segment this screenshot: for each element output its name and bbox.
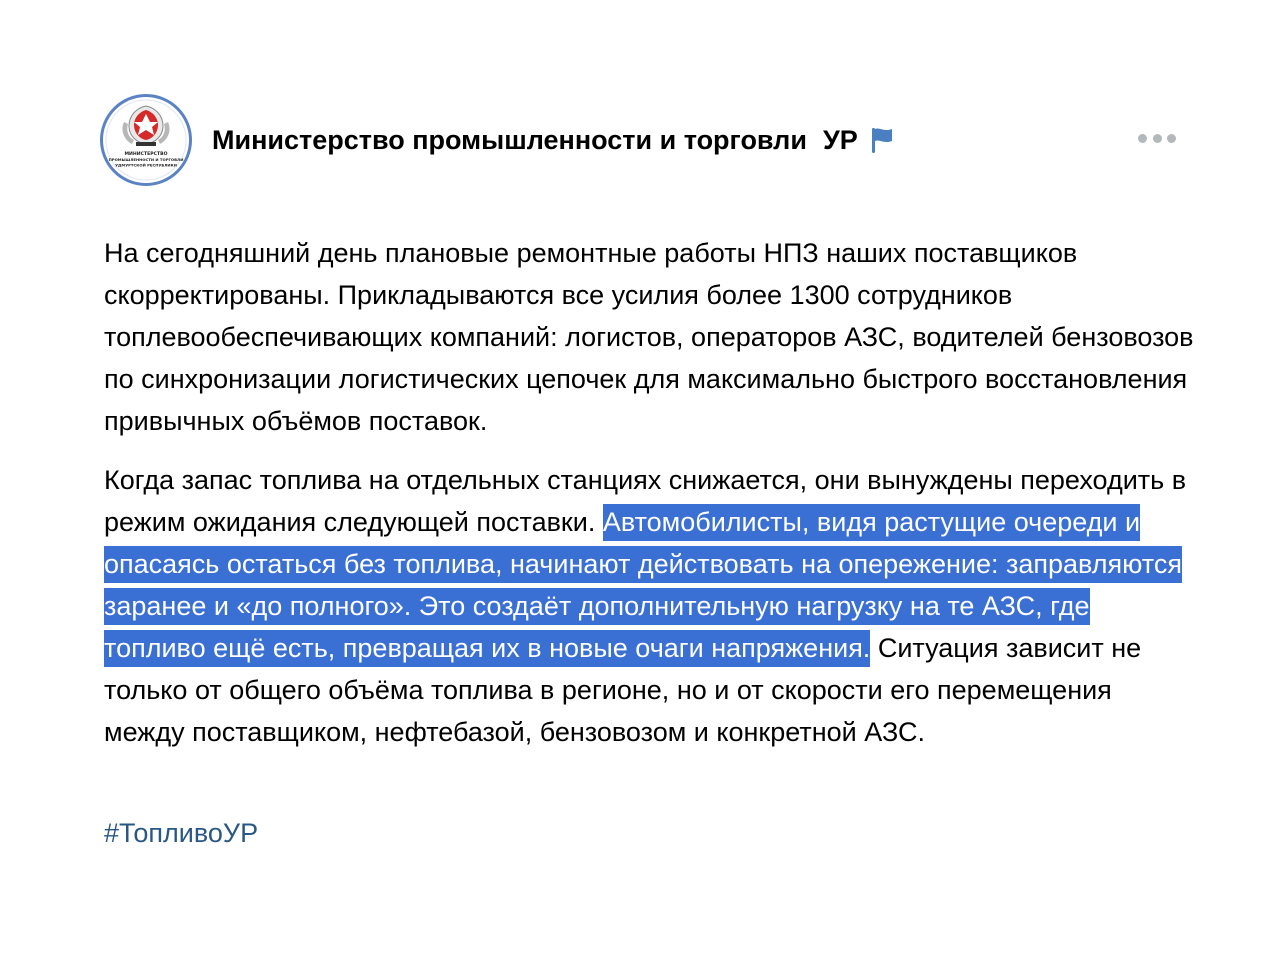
selected-text: Автомобилисты, видя растущие очереди и опасаясь остаться без топлива, начинают действовать на опережение: заправляются заранее и «до полного». Это создаёт дополнительную нагрузку на те АЗС, где топливо ещё есть, превращая их в новые очаги напряжения.	[104, 504, 1182, 667]
dot	[1153, 134, 1162, 143]
avatar[interactable]	[98, 92, 194, 188]
dot	[1167, 134, 1176, 143]
flag-icon	[870, 126, 894, 154]
post-header	[98, 92, 1188, 188]
paragraph-2-start: Когда запас топлива на отдельных станциях снижается, они вынуждены переходить в режим ожидания следующей поставки.	[104, 465, 1187, 537]
dot	[1138, 134, 1147, 143]
avatar-caption-1: МИНИСТЕРСТВО	[124, 152, 168, 157]
avatar-caption-2: ПРОМЫШЛЕННОСТИ И ТОРГОВЛИ	[108, 157, 184, 162]
author-name: Министерство промышленности и торговли	[212, 125, 807, 155]
paragraph-2	[104, 459, 1194, 753]
paragraph-1: На сегодняшний день плановые ремонтные работы НПЗ наших поставщиков скорректированы. Прикладываются все усилия более 1300 сотрудников топлевообеспечивающих компаний: логистов, операторов АЗС, водителей бензовозов по синхронизации логистических цепочек для максимально быстрого восстановления привычных объёмов поставок.	[104, 238, 1194, 436]
post-text	[104, 232, 1194, 770]
avatar-caption-3: УДМУРТСКОЙ РЕСПУБЛИКИ	[115, 162, 177, 168]
author-abbr: УР	[822, 125, 858, 155]
hashtag-link[interactable]: #ТопливоУР	[104, 818, 259, 848]
ministry-emblem-icon	[98, 92, 194, 188]
paragraph-2-end: Ситуация зависит не только от общего объёма топлива в регионе, но и от скорости его перемещения между поставщиком, нефтебазой, бензовозом и конкретной АЗС.	[104, 633, 1142, 747]
author-link[interactable]	[212, 122, 894, 158]
more-dots-icon[interactable]	[1138, 130, 1176, 146]
